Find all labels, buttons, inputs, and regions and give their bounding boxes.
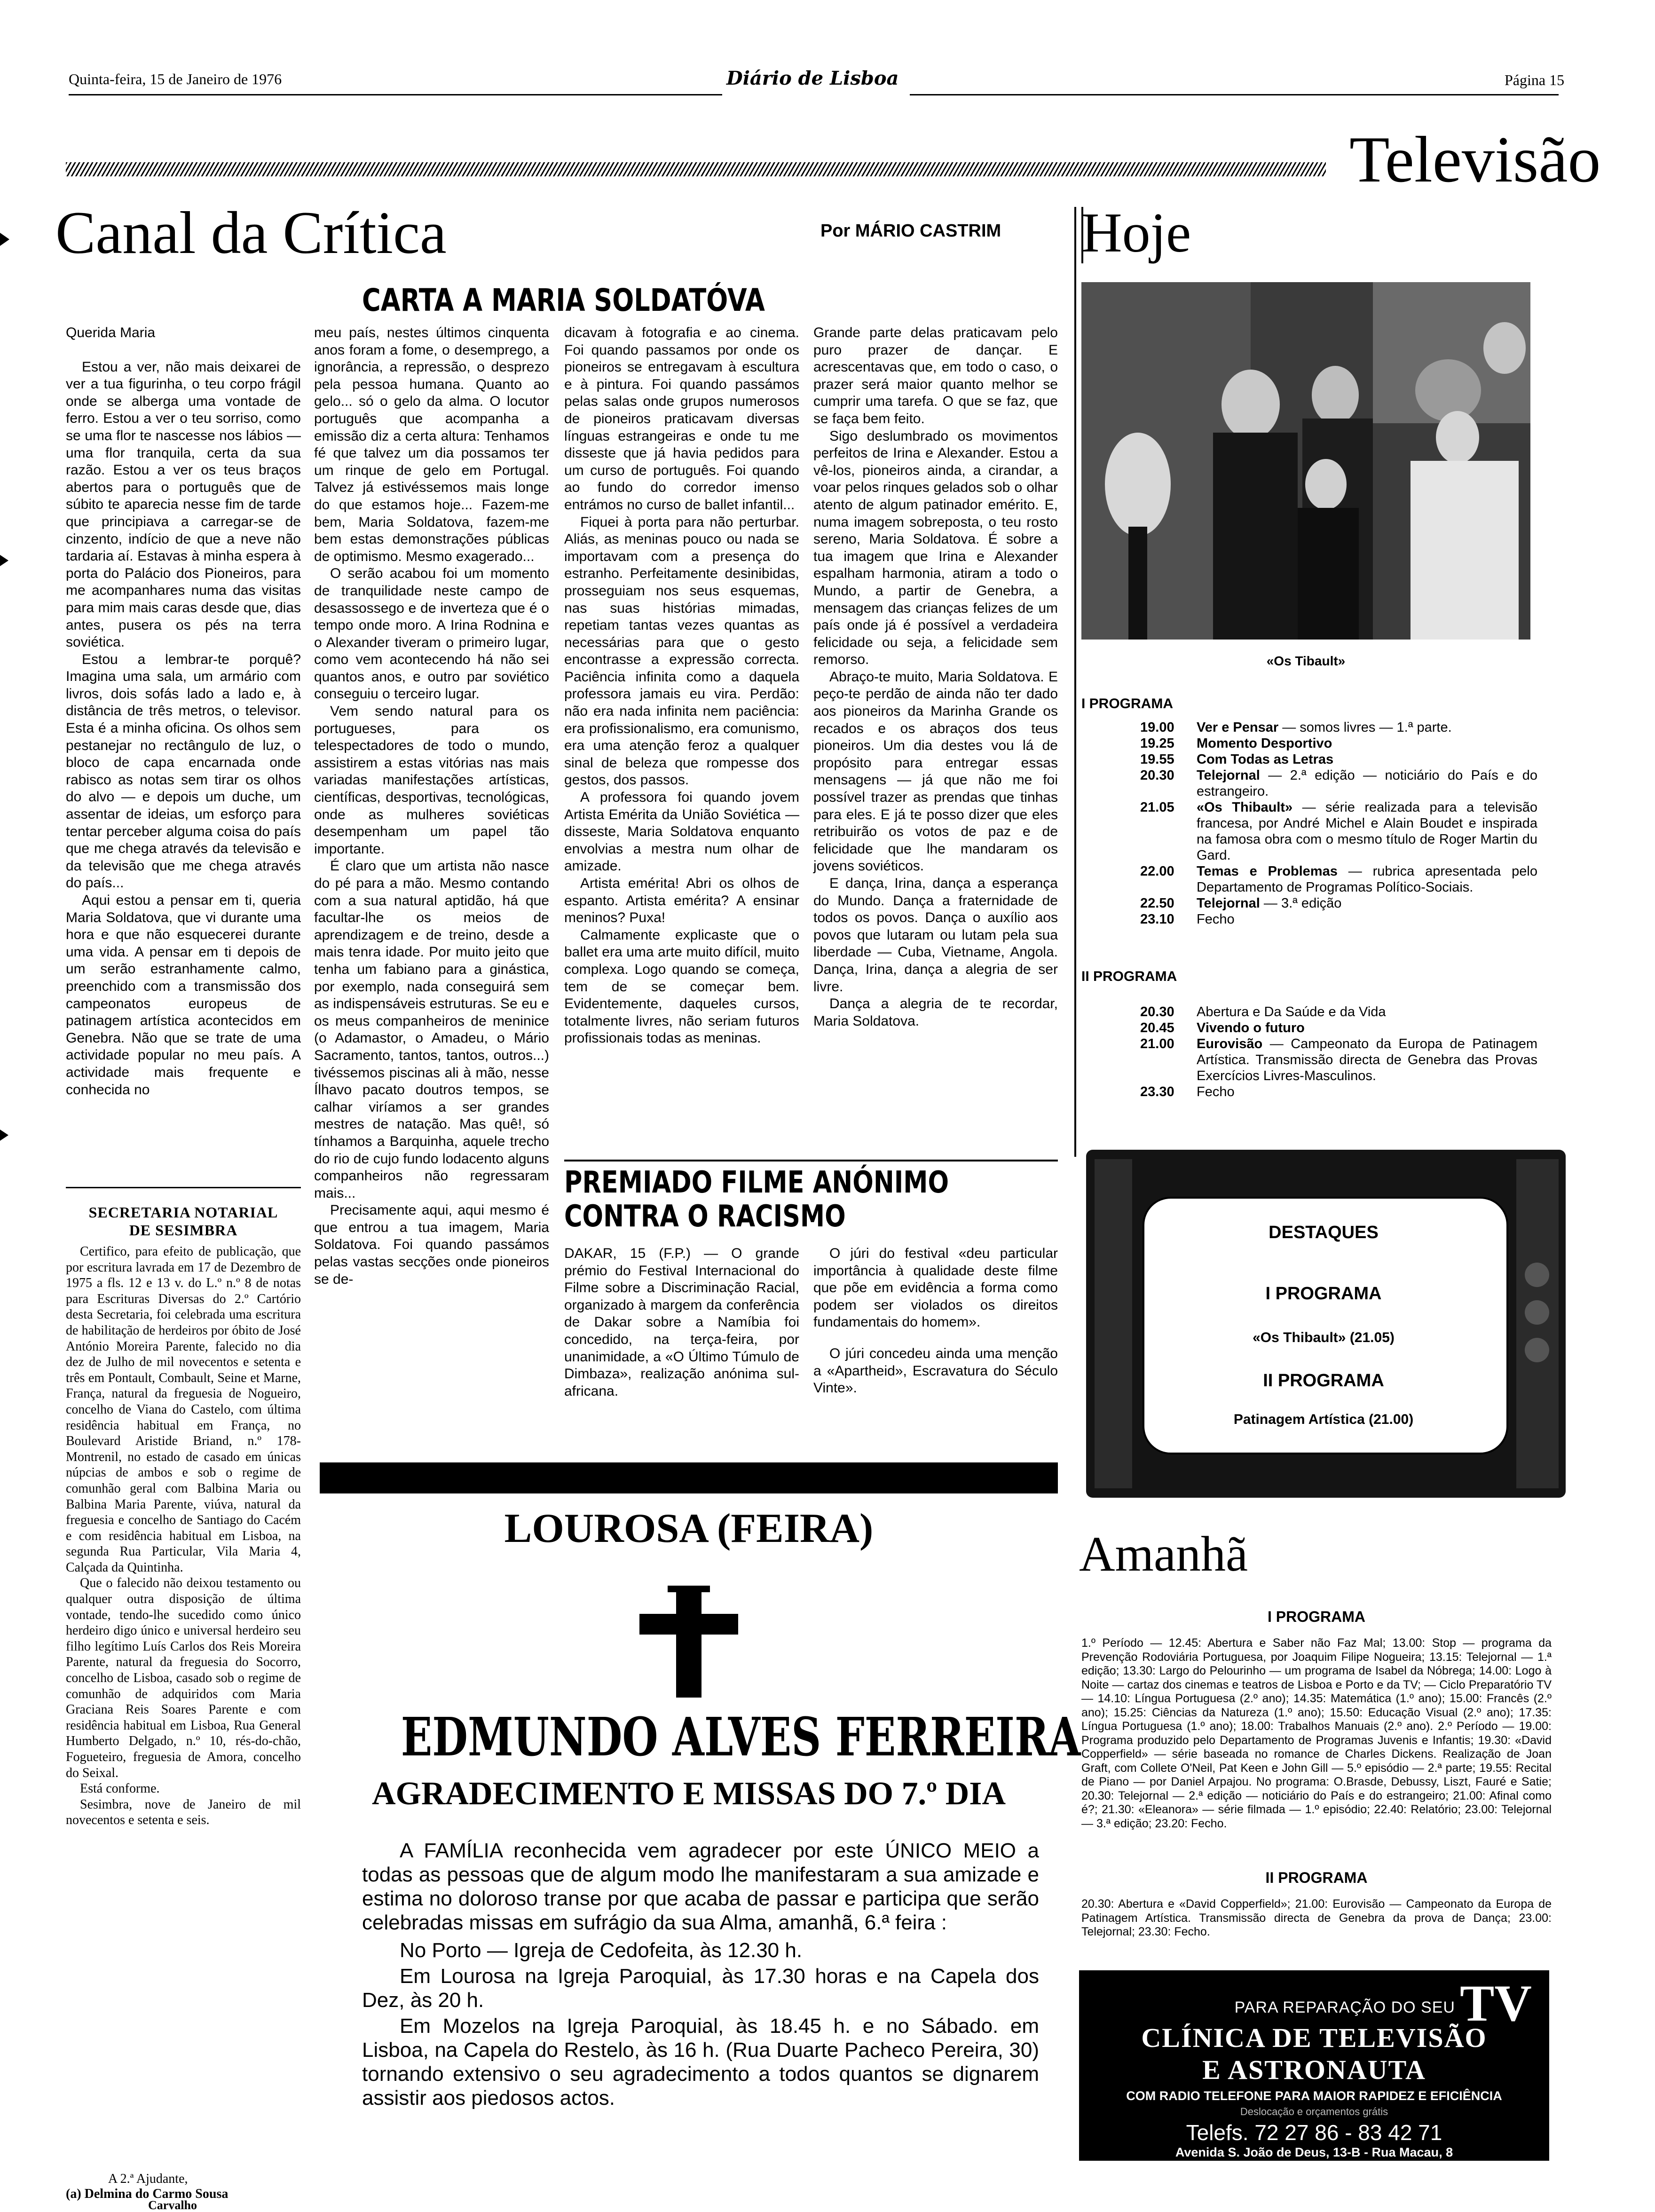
- ad-line-1: PARA REPARAÇÃO DO SEU: [1234, 1999, 1455, 2016]
- ad-line-5: Deslocação e orçamentos grátis: [1240, 2106, 1388, 2117]
- critica-paragraph: Estou a lembrar-te porquê? Imagina uma sala, um armário com livros, dois sofás lado a lado e, à distância de três metros, o televisor. Esta é a minha oficina. Os olhos sem pestanejar no rectângulo de luz, o bloco de capa encarnada onde rabisco as notas sem tirar os olhos do alvo — e depois um duche, um assentar de ideias, um esforço para tentar perceber alguma coisa do país que me chega através da televisão e da televisão que me chega através do país...: [66, 651, 301, 891]
- tv-listing-desc: — 3.ª edição: [1260, 896, 1342, 911]
- tv-listing-title: Temas e Problemas: [1197, 864, 1338, 879]
- critica-paragraph: Precisamente aqui, aqui mesmo é que entrou a tua imagem, Maria Soldatova. Foi quando passámos pelas vastas secções onde pioneiros se de-: [314, 1202, 549, 1287]
- critica-salutation: Querida Maria: [66, 325, 156, 340]
- notarial-body: [66, 1244, 301, 2090]
- notarial-paragraph: Sesimbra, nove de Janeiro de mil novecentos e setenta e seis.: [66, 1797, 301, 1828]
- tv-prog2-list: [1140, 1004, 1537, 1100]
- critica-paragraph: Estou a ver, não mais deixarei de ver a tua figurinha, o teu corpo frágil onde se alberga uma vontade de ferro. Estou a ver o teu sorriso, como se uma flor te nascesse nos lábios — uma flor tranquila, certa da sua razão. Estou a ver os teus braços abertos para o português que de súbito te aparecia nesse fim de tarde que principiava a carregar-se de cinzento, indício de que a neve não tardaria aí. Estavas à minha espera à porta do Palácio dos Pioneiros, para me acompanhares numa das visitas para mim mais caras desde que, dias antes, pusera os pés na terra soviética.: [66, 359, 301, 650]
- tv-listing-desc: — série realizada para a televisão francesa, por André Michel e Alain Boudet e inspirada na famosa obra com o mesmo título de Roger Martin du Gard.: [1197, 800, 1537, 863]
- ad-tv: TV: [1460, 1975, 1532, 2032]
- tv-set-panel: [1095, 1159, 1132, 1488]
- critica-vertical-rule: [1074, 207, 1076, 1157]
- critica-paragraph: Artista emérita! Abri os olhos de espanto. Artista emérita? A ensinar meninos? Puxa!: [564, 876, 799, 926]
- tv-listing-row: [1140, 1084, 1537, 1100]
- destaques-prog2: II PROGRAMA: [1263, 1371, 1384, 1390]
- critica-column-4: [813, 324, 1058, 1157]
- critica-paragraph: meu país, nestes últimos cinquenta anos foram a fome, o desemprego, a ignorância, a repressão, o desprezo pela pessoa humana. Quanto ao gelo... só o gelo da alma. O locutor português que acompanha a emissão diz a certa altura: Tenhamos fé que talvez um dia possamos ter um rinque de gelo em Portugal. Talvez já estivéssemos mais longe do que estamos hoje... Fazem-me bem, Maria Soldatova, fazem-me bem estas demonstrações públicas de optimismo. Mesmo exagerado...: [314, 325, 549, 564]
- left-arrow-marker: [0, 555, 8, 566]
- tv-prog1-list: [1140, 719, 1537, 927]
- notarial-paragraph: Que o falecido não deixou testamento ou qualquer outra disposição de última vontade, tendo-lhe sucedido como único herdeiro digo único e universal herdeiro seu filho legítimo Luís Carlos dos Reis Moreira Parente, natural da freguesia do Socorro, concelho de Lisboa, casado sob o regime de comunhão de adquiridos com Maria Graciana Reis Soares Parente e com residência habitual em Lisboa, Rua General Humberto Delgado, n.º 10, rés-do-chão, Fogueteiro, freguesia de Amora, concelho do Seixal.: [66, 1576, 301, 1780]
- tv-listing-title: Eurovisão: [1197, 1036, 1263, 1051]
- obituary-top-bar: [320, 1462, 1058, 1493]
- tv-listing-row: [1140, 1004, 1537, 1020]
- tv-listing-row: [1140, 735, 1537, 751]
- obituary-paragraph: No Porto — Igreja de Cedofeita, às 12.30 h.: [400, 1939, 803, 1962]
- tv-listing-time: 23.30: [1140, 1084, 1174, 1099]
- tv-set-panel-right: [1516, 1159, 1559, 1488]
- tv-listing-title: Momento Desportivo: [1197, 736, 1332, 751]
- premiado-paragraph: O júri do festival «deu particular importância à qualidade deste filme que põe em evidência a forma como podem ser violados os direitos fundamentais do homem».: [813, 1246, 1058, 1330]
- tv-listing-time: 21.00: [1140, 1036, 1174, 1051]
- critica-paragraph: E dança, Irina, dança a esperança do Mundo. Dança a fraternidade de todos os povos. Dança o auxílio aos povos que lutaram ou lutam pela sua liberdade — Cuba, Vietname, Angola. Dança, Irina, dança a alegria de ser livre.: [813, 876, 1058, 995]
- notarial-sign-1: A 2.ª Ajudante,: [108, 2172, 188, 2186]
- notarial-top-rule: [66, 1187, 301, 1188]
- tv-listing-desc: Fecho: [1197, 1084, 1235, 1099]
- tv-listing-row: [1140, 863, 1537, 895]
- tv-listing-time: 20.30: [1140, 768, 1174, 783]
- obituary-box: [320, 1462, 1081, 2210]
- tv-listing-row: [1140, 1020, 1537, 1036]
- critica-title: Canal da Crítica: [55, 199, 447, 266]
- obituary-paragraph: Em Mozelos na Igreja Paroquial, às 18.45 h. e no Sábado. em Lisboa, na Capela do Restelo, às 16 h. (Rua Duarte Pacheco Pereira, 30) tornando extensivo o seu agradecimento a todos quantos se dignarem assistir aos piedosos actos.: [362, 2014, 1039, 2109]
- tv-listing-row: [1140, 719, 1537, 735]
- tv-listing-row: [1140, 751, 1537, 767]
- premiado-headline-2: CONTRA O RACISMO: [564, 1199, 846, 1234]
- header-date: Quinta-feira, 15 de Janeiro de 1976: [69, 71, 282, 87]
- ad-line-3: E ASTRONAUTA: [1202, 2054, 1426, 2085]
- left-arrow-marker: [0, 1130, 8, 1141]
- premiado-column-2: [813, 1245, 1058, 1414]
- tv-photo-illustration: [1081, 282, 1530, 640]
- tv-prog1-label: I PROGRAMA: [1081, 696, 1173, 711]
- tv-listing-desc: Abertura e Da Saúde e da Vida: [1197, 1004, 1386, 1019]
- critica-column-2: [314, 324, 549, 1287]
- tv-listing-title: Ver e Pensar: [1197, 720, 1279, 735]
- tv-set-illustration: [1086, 1150, 1566, 1498]
- destaques-title: DESTAQUES: [1269, 1223, 1379, 1242]
- critica-paragraph: Sigo deslumbrado os movimentos perfeitos de Irina e Alexander. Estou a vê-los, pioneiros ainda, a cirandar, a voar pelos rinques gelados sob o olhar atento de algum patinador emérito. E, numa imagem sobreposta, o teu rosto sereno, Maria Soldatova. É sobre a tua imagem que Irina e Alexander espalham harmonia, atiram a todo o Mundo, a partir de Genebra, a mensagem das crianças felizes de um país onde já é possível a verdadeira felicidade ou seja, a felicidade sem remorso.: [813, 428, 1058, 668]
- amanha-prog2-text: 20.30: Abertura e «David Copperfield»; 21.00: Eurovisão — Campeonato da Europa de Patinagem Artística. Transmissão directa de Genebra da prova de Dança; 23.00: Telejornal; 23.30: Fecho.: [1081, 1897, 1552, 1938]
- tv-prog2-label: II PROGRAMA: [1081, 969, 1177, 984]
- tv-listing-title: Vivendo o futuro: [1197, 1020, 1305, 1035]
- critica-paragraph: É claro que um artista não nasce do pé para a mão. Mesmo contando com a sua natural aptidão, há que facultar-lhe os meios de aprendizagem e de treino, desde a mais tenra idade. Por muito jeito que tenha um fabiano para a ginástica, por exemplo, nada conseguirá sem as indispensáveis estruturas. Se eu e os meus companheiros de meninice (o Adamastor, o Amadeu, o Mário Sacramento, tantos, tantos, outros...) tivéssemos piscinas ali à mão, nesse Ílhavo pacato doutros tempos, se calhar viríamos a ser grandes mestres de natação. Mas quê!, só tínhamos a Barquinha, aquele trecho do rio de cujo fundo lodacento alguns companheiros não regressaram mais...: [314, 858, 549, 1201]
- obituary-subtitle: AGRADECIMENTO E MISSAS DO 7.º DIA: [371, 1776, 1006, 1812]
- tv-listing-title: Com Todas as Letras: [1197, 752, 1334, 767]
- amanha-prog1-text: 1.º Período — 12.45: Abertura e Saber não Faz Mal; 13.00: Stop — programa da Prevenção Rodoviária Portuguesa, por Joaquim Filipe Nogueira; 13.15: Telejornal — 1.ª edição; 13.30: Largo do Pelourinho — um programa de Isabel da Nóbrega; 14.00: Logo à Noite — cartaz dos cinemas e teatros de Lisboa e Porto e da TV; — Ciclo Preparatório TV — 14.10: Língua Portuguesa (2.º ano); 14.35: Matemática (1.º ano); 15.00: Francês (2.º ano); 15.25: Ciências da Natureza (1.º ano); 15.50: Educação Visual (2.º ano); 17.35: Língua Portuguesa (1.º ano); 18.00: Trabalhos Manuais (2.º ano). 2.º Período — 19.00: Programa produzido pelo Departamento de Programas Juvenis e Infantis; 19.30: «David Copperfield» — série baseada no romance de Charles Dickens. Realização de Joan Graft, com Collete O'Neil, Pat Keen e John Gill — 5.º episódio — 2.ª parte; 19.55: Recital de Piano — por Daniel Arpajou. No programa: O.Brasde, Debussy, Liszt, Fauré e Satie; 20.30: Telejornal — 2.ª edição — noticiário do País e do estrangeiro; 21.00: Afinal como é?; 21.30: «Eleanora» — série filmada — 1.º episódio; 22.40: Relatório; 23.00: Telejornal — 3.ª edição; 23.20: Fecho.: [1081, 1636, 1552, 1830]
- critica-paragraph: Fiquei à porta para não perturbar. Aliás, as meninas pouco ou nada se importavam com a presença do estranho. Perfeitamente desinibidas, prosseguiam nos seus esquemas, nas suas histórias mimadas, repetiam tantas vezes quantas as necessárias para que o gesto encontrasse a expressão correcta. Paciência infinita como a daquela professora jamais eu vira. Perdão: não era nada infinita nem paciência: era profissionalismo, era comunismo, era uma atenção feroz a qualquer sinal de beleza que rompesse dos gestos, dos passos.: [564, 514, 799, 788]
- tv-listing-desc: — rubrica apresentada pelo Departamento de Programas Político-Sociais.: [1197, 864, 1537, 895]
- ad-line-4: COM RADIO TELEFONE PARA MAIOR RAPIDEZ E EFICIÊNCIA: [1126, 2089, 1502, 2103]
- page-number: Página 15: [1505, 71, 1565, 88]
- tv-photo: [1081, 282, 1530, 640]
- tv-listing-desc: — somos livres — 1.ª parte.: [1278, 720, 1452, 735]
- tv-listing-row: [1140, 911, 1537, 927]
- tv-listing-desc: Fecho: [1197, 912, 1235, 927]
- premiado-paragraph: DAKAR, 15 (F.P.) — O grande prémio do Festival Internacional do Filme sobre a Discriminação Racial, organizado à margem da conferência de Dakar sobre a Namíbia foi concedido, na terça-feira, por unanimidade, a «O Último Túmulo de Dimbaza», realização anónima sul-africana.: [564, 1246, 799, 1399]
- amanha-prog2-label: II PROGRAMA: [1265, 1869, 1368, 1886]
- critica-column-3: [564, 324, 799, 1157]
- section-title: Televisão: [1349, 123, 1601, 196]
- critica-paragraph: Grande parte delas praticavam pelo puro prazer de dançar. E acrescentavas que, em todo o caso, o prazer será maior quanto melhor se cumprir uma tarefa. O que se faz, que se faça bem feito.: [813, 325, 1058, 427]
- amanha-title: Amanhã: [1079, 1526, 1248, 1581]
- obituary-text: [362, 1839, 1039, 2110]
- critica-paragraph: Vem sendo natural para os portugueses, para os telespectadores de todo o mundo, assistirem a estas vitórias nas mais variadas manifestações artísticas, científicas, desportivas, tecnológicas, onde as mulheres soviéticas desempenham um papel tão importante.: [314, 703, 549, 857]
- obituary-paragraph: Em Lourosa na Igreja Paroquial, às 17.30 horas e na Capela dos Dez, às 20 h.: [362, 1965, 1039, 2012]
- destaques-prog2-item: Patinagem Artística (21.00): [1233, 1412, 1414, 1427]
- tv-listing-row: [1140, 799, 1537, 863]
- notarial-title-2: DE SESIMBRA: [129, 1222, 238, 1239]
- tv-listing-time: 19.25: [1140, 736, 1174, 751]
- premiado-top-rule: [564, 1160, 1058, 1161]
- ad-phones: Telefs. 72 27 86 - 83 42 71: [1186, 2120, 1442, 2145]
- tv-photo-caption: «Os Tibault»: [1266, 654, 1346, 668]
- premiado-column-1: [564, 1245, 799, 1414]
- tv-listing-title: «Os Thibault»: [1197, 800, 1293, 815]
- critica-paragraph: Aqui estou a pensar em ti, queria Maria Soldatova, que vi durante uma hora e que não esquecerei durante uma vida. A pensar em ti depois de um serão estranhamente calmo, preenchido com a transmissão dos campeonatos europeus de patinagem artística acontecidos em Genebra. Não que se trate de uma actividade popular no meu país. A actividade mais frequente e conhecida no: [66, 893, 301, 1098]
- tv-listing-time: 22.00: [1140, 864, 1174, 879]
- tv-listing-time: 20.30: [1140, 1004, 1174, 1019]
- notarial-paragraph: Certifico, para efeito de publicação, que por escritura lavrada em 17 de Dezembro de 1975 a fls. 12 e 13 v. do L.º n.º 8 de notas para Escrituras Diversas do 2.º Cartório desta Secretaria, foi celebrada uma escritura de habilitação de herdeiros por óbito de José António Moreira Parente, falecido no dia dez de Julho de mil novecentos e setenta e três em Pontault, Combault, Seine et Marne, França, natural da freguesia de Nogueiro, concelho de Viana do Castelo, com última residência habitual em França, no Boulevard Aristide Briand, n.º 178-Montrenil, no estado de casado em únicas núpcias de ambos e sob o regime de comunhão geral com Balbina Maria ou Balbina Maria Parente, viúva, natural da freguesia e concelho de Santiago do Cacém e com residência habitual em Lisboa, na segunda Rua Particular, Vila Maria 4, Calçada da Quintinha.: [66, 1244, 301, 1575]
- tv-listing-title: Telejornal: [1197, 896, 1260, 911]
- tv-listing-desc: — 2.ª edição — noticiário do País e do estrangeiro.: [1197, 768, 1537, 799]
- critica-headline: CARTA A MARIA SOLDATÓVA: [362, 282, 765, 318]
- tv-hoje-title: Hoje: [1081, 201, 1191, 264]
- tv-listing-time: 22.50: [1140, 896, 1174, 911]
- tv-listing-time: 20.45: [1140, 1020, 1174, 1035]
- tv-listing-row: [1140, 767, 1537, 799]
- tv-listing-title: Telejornal: [1197, 768, 1260, 783]
- tv-listing-time: 21.05: [1140, 800, 1174, 815]
- tv-listing-time: 19.55: [1140, 752, 1174, 767]
- critica-paragraph: dicavam à fotografia e ao cinema. Foi quando passamos por onde os pioneiros se entregavam à escultura e à pintura. Foi quando passámos pelas salas onde grupos numerosos de pioneiros praticavam diversas línguas estrangeiras e onde tu me disseste que já havia pedidos para um curso de português. Foi quando ao fundo do corredor imenso entrámos no curso de ballet infantil...: [564, 325, 799, 513]
- critica-column-1: [66, 324, 301, 1185]
- destaques-prog1-item: «Os Thibault» (21.05): [1253, 1330, 1395, 1345]
- notarial-title-1: SECRETARIA NOTARIAL: [88, 1204, 278, 1221]
- masthead: Diário de Lisboa: [726, 67, 899, 89]
- ad-line-2: CLÍNICA DE TELEVISÃO: [1141, 2022, 1487, 2053]
- critica-paragraph: O serão acabou foi um momento de tranquilidade neste campo de desassossego e de inverteza que é o tempo onde moro. A Irina Rodnina e o Alexander tiveram o primeiro lugar, como vem acontecendo há não sei quantos anos, e outro par soviético conseguiu o terceiro lugar.: [314, 566, 549, 702]
- header-rule-right: [910, 94, 1559, 95]
- obituary-paragraph: A FAMÍLIA reconhecida vem agradecer por este ÚNICO MEIO a todas as pessoas que de algum modo lhe manifestaram a sua amizade e estima no doloroso transe por que acaba de passar e participa que serão celebradas missas em sufrágio da sua Alma, amanhã, 6.ª feira :: [362, 1839, 1039, 1934]
- section-hatch-band: [66, 162, 1326, 176]
- critica-paragraph: Calmamente explicaste que o ballet era uma arte muito difícil, muito complexa. Logo quando se começa, tem de se começar bem. Evidentemente, daqueles cursos, totalmente livres, não seriam futuros profissionais todas as meninas.: [564, 927, 799, 1046]
- critica-paragraph: Dança a alegria de te recordar, Maria Soldatova.: [813, 996, 1058, 1029]
- tv-listing-time: 19.00: [1140, 720, 1174, 735]
- premiado-headline-1: PREMIADO FILME ANÓNIMO: [564, 1165, 949, 1200]
- critica-byline: Por MÁRIO CASTRIM: [820, 221, 1001, 241]
- destaques-prog1: I PROGRAMA: [1265, 1284, 1382, 1304]
- tv-listing-row: [1140, 895, 1537, 911]
- premiado-paragraph: O júri concedeu ainda uma menção a «Apartheid», Escravatura do Século Vinte».: [813, 1345, 1058, 1396]
- tv-listing-row: [1140, 1036, 1537, 1084]
- cross-icon: [639, 1589, 738, 1698]
- notarial-sign-3: Carvalho: [148, 2198, 197, 2212]
- ad-address: Avenida S. João de Deus, 13-B - Rua Macau, 8: [1175, 2145, 1453, 2159]
- tv-listing-time: 23.10: [1140, 912, 1174, 927]
- tv-listing-desc: — Campeonato da Europa de Patinagem Artística. Transmissão directa de Genebra das Provas Exercícios Livres-Masculinos.: [1197, 1036, 1537, 1083]
- obituary-place: LOUROSA (FEIRA): [504, 1506, 874, 1551]
- left-arrow-marker: [0, 233, 9, 246]
- notarial-paragraph: Está conforme.: [80, 1781, 160, 1796]
- header-rule-left: [69, 94, 722, 95]
- obituary-name: EDMUNDO ALVES FERREIRA: [401, 1706, 1081, 1768]
- notarial-sign-2: (a) Delmina do Carmo Sousa: [66, 2187, 229, 2201]
- critica-paragraph: A professora foi quando jovem Artista Emérita da União Soviética — disseste, Maria Soldatova enquanto envolvias a mestra num olhar de amizade.: [564, 790, 799, 874]
- amanha-prog1-label: I PROGRAMA: [1268, 1608, 1365, 1625]
- critica-paragraph: Abraço-te muito, Maria Soldatova. E peço-te perdão de ainda não ter dado aos pioneiros da Marinha Grande os recados e os abraços dos teus pioneiros. Um dia destes vou lá de propósito para entregar essas mensagens — já que não me foi possível trazer as prendas que tinhas para eles. E já te posso dizer que eles retribuirão os votos de paz e de felicidade que lhe mandaram os jovens soviéticos.: [813, 669, 1058, 874]
- repair-ad: [1079, 1970, 1549, 2161]
